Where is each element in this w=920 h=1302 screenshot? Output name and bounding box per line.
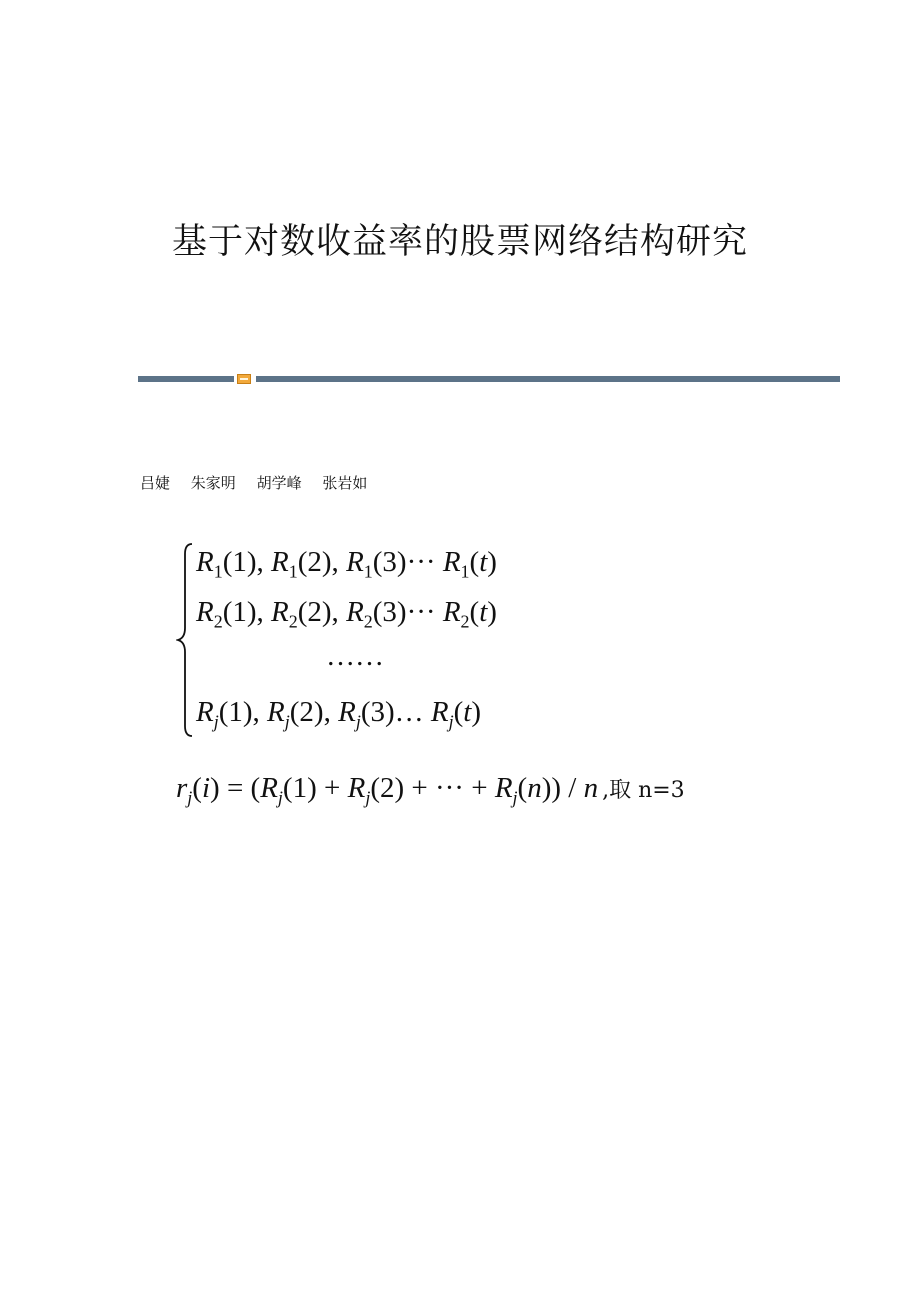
equation-system bbox=[176, 540, 576, 740]
equation-row-2: $R_2(1)$, $R_2(2)$, $R_2(3)\cdot\cdot\cdot R_2(t)$ bbox=[196, 596, 497, 632]
equation-row-ellipsis: …… bbox=[326, 640, 384, 672]
average-return-formula: $r_j(i) = (R_j(1) + R_j(2)$ + ··· + $R_j(n)$) / n ,取 n=3 bbox=[176, 772, 685, 808]
divider-marker-icon bbox=[237, 374, 251, 384]
title-divider bbox=[138, 374, 840, 384]
equation-row-j: $R_j(1)$, $R_j(2)$, $R_j(3)\dots$ $R_j(t)$ bbox=[196, 696, 482, 732]
divider-right-bar bbox=[256, 376, 840, 382]
author-name: 吕婕 bbox=[140, 474, 171, 492]
document-title: 基于对数收益率的股票网络结构研究 bbox=[171, 222, 748, 262]
equation-row-1: $R_1(1)$, $R_1(2)$, $R_1(3)\cdot\cdot\cdot R_1(t)$ bbox=[196, 546, 497, 582]
left-brace-icon bbox=[176, 540, 196, 740]
divider-left-bar bbox=[138, 376, 234, 382]
author-name: 胡学峰 bbox=[256, 474, 302, 492]
formula-note: ,取 n=3 bbox=[602, 778, 685, 803]
author-name: 张岩如 bbox=[322, 474, 368, 492]
author-name: 朱家明 bbox=[190, 474, 236, 492]
author-list bbox=[140, 472, 383, 493]
